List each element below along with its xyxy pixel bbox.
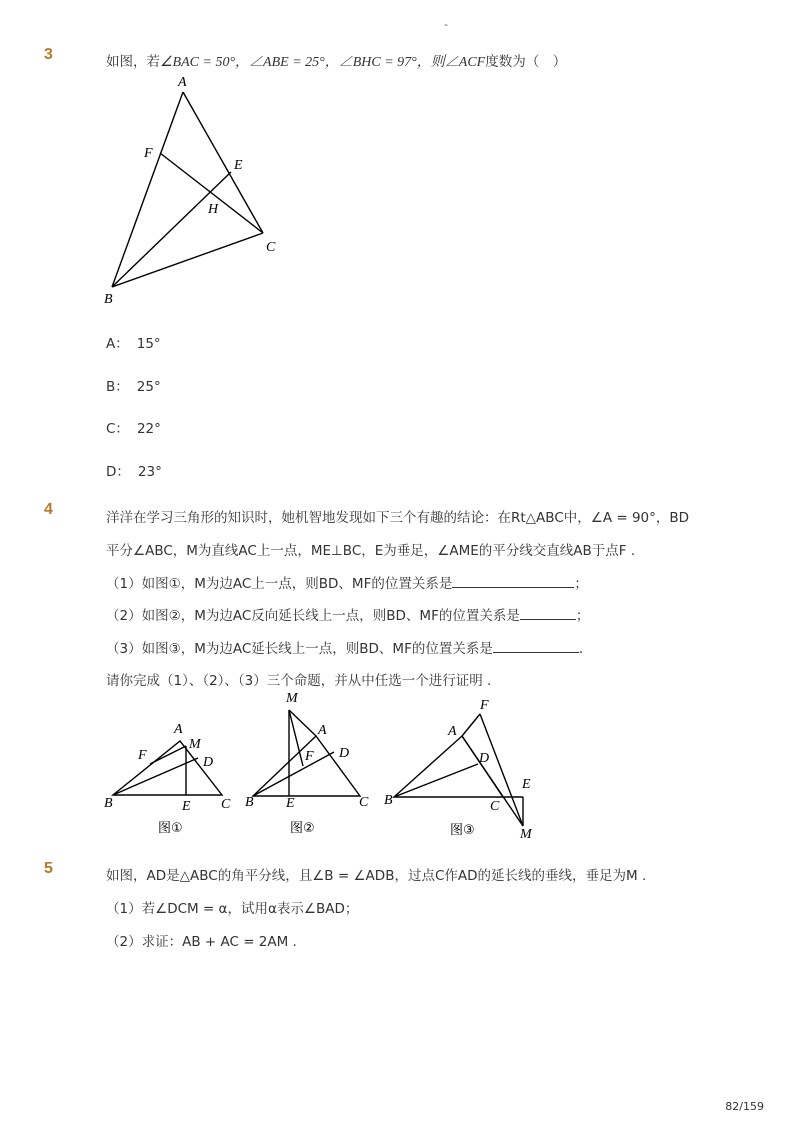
fig3-label-b: B: [384, 793, 393, 808]
q3-label-h: H: [208, 202, 219, 217]
page-top-mark: -: [444, 18, 448, 31]
fig1-label-m: M: [189, 737, 201, 752]
fig3-label-a: A: [448, 724, 457, 739]
q3-side-bc: [112, 233, 263, 287]
fig2-caption: 图②: [290, 821, 315, 836]
fig1-segment-bd: [113, 758, 198, 795]
q3-option-d[interactable]: D： 23°: [106, 464, 162, 480]
q5-line-3: （2）求证：AB + AC = 2AM .: [106, 934, 297, 950]
q4-figure-2: [245, 691, 369, 836]
q5-line-2: （1）若∠DCM = α，试用α表示∠BAD；: [106, 901, 359, 917]
q4-blank-2[interactable]: [520, 607, 576, 620]
q4-line-5: （3）如图③，M为边AC延长线上一点，则BD、MF的位置关系是 .: [106, 641, 584, 657]
fig1-label-a: A: [174, 722, 183, 737]
fig3-segment-mf: [480, 714, 523, 826]
q3-label-a: A: [178, 75, 187, 90]
q4-blank-1[interactable]: [452, 575, 574, 588]
question-4-number: 4: [44, 501, 53, 518]
q4-line-3: （1）如图①，M为边AC上一点，则BD、MF的位置关系是 ；: [106, 576, 588, 592]
q3-option-c[interactable]: C： 22°: [106, 421, 161, 437]
fig3-label-d: D: [479, 751, 490, 766]
q3-label-b: B: [104, 292, 113, 307]
q3-label-c: C: [266, 240, 276, 255]
q4-line-4: （2）如图②，M为边AC反向延长线上一点，则BD、MF的位置关系是 ；: [106, 608, 590, 624]
fig3-label-m: M: [520, 827, 532, 842]
q4-line-6: 请你完成（1）、（2）、（3）三个命题，并从中任选一个进行证明 .: [106, 673, 492, 689]
q3-stem-math: ∠BAC = 50°，∠ABE = 25°，∠BHC = 97°，则∠ACF: [160, 55, 486, 70]
q3-side-ab: [112, 92, 183, 287]
fig3-segment-bd: [394, 764, 478, 797]
page-number: 82/159: [725, 1100, 764, 1113]
fig1-label-c: C: [221, 797, 231, 812]
fig3-triangle: [394, 736, 503, 797]
fig1-label-d: D: [203, 755, 214, 770]
question-3-number: 3: [44, 46, 53, 63]
fig1-triangle: [113, 741, 222, 795]
fig1-label-f: F: [138, 748, 147, 763]
fig1-label-e: E: [182, 799, 191, 814]
fig2-label-e: E: [286, 796, 295, 811]
q4-line-2: 平分∠ABC，M为直线AC上一点，ME⊥BC，E为垂足，∠AME的平分线交直线AB于点F .: [106, 543, 636, 559]
fig2-label-c: C: [359, 795, 369, 810]
fig2-segment-ma: [289, 710, 316, 736]
fig2-triangle: [253, 736, 360, 796]
fig2-label-m: M: [286, 691, 298, 706]
q3-label-e: E: [234, 158, 243, 173]
fig3-label-e: E: [522, 777, 531, 792]
fig3-caption: 图③: [450, 823, 475, 838]
fig2-label-b: B: [245, 795, 254, 810]
fig2-label-a: A: [318, 723, 327, 738]
q4-line-1: 洋洋在学习三角形的知识时，她机智地发现如下三个有趣的结论：在Rt△ABC中，∠A = 90°，BD: [106, 510, 690, 526]
q3-label-f: F: [144, 146, 153, 161]
q3-stem-suffix: 度数为（ ）: [485, 54, 567, 70]
fig1-caption: 图①: [158, 821, 183, 836]
fig3-segment-af: [462, 714, 480, 736]
q3-option-b[interactable]: B： 25°: [106, 379, 161, 395]
question-3-stem: [106, 50, 566, 71]
q3-segment-cf: [160, 153, 263, 233]
q3-side-ac: [183, 92, 263, 233]
q3-option-a[interactable]: A： 15°: [106, 336, 161, 352]
fig2-label-f: F: [305, 749, 314, 764]
fig2-segment-bd: [253, 752, 334, 796]
fig3-segment-ac-extended: [462, 736, 523, 826]
fig3-label-f: F: [480, 698, 489, 713]
q5-line-1: 如图，AD是△ABC的角平分线，且∠B = ∠ADB，过点C作AD的延长线的垂线，垂足为M .: [106, 868, 647, 884]
q3-stem-prefix: 如图，若: [106, 54, 160, 70]
q4-figure-1: [104, 722, 231, 836]
q3-segment-be: [112, 172, 231, 287]
fig2-label-d: D: [339, 746, 350, 761]
fig3-label-c: C: [490, 799, 500, 814]
q4-blank-3[interactable]: [493, 640, 579, 653]
fig1-segment-mf: [150, 746, 186, 764]
question-5-number: 5: [44, 860, 53, 877]
fig1-label-b: B: [104, 796, 113, 811]
q4-figure-3: [384, 698, 533, 842]
fig2-segment-mf: [289, 710, 303, 766]
